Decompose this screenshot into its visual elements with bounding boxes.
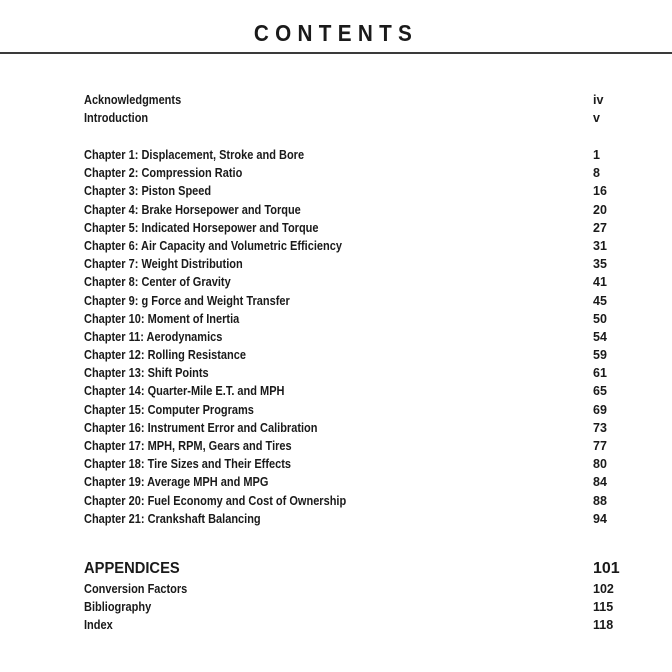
appendix-entry-label: Bibliography	[84, 600, 152, 615]
chapter-entry-label: Chapter 13: Shift Points	[84, 366, 209, 381]
chapter-entry[interactable]	[84, 346, 626, 364]
chapter-entry-page-number: 35	[593, 257, 607, 272]
chapter-entry-page-number: 1	[593, 148, 600, 162]
chapter-entry-page-number: 27	[593, 220, 607, 235]
chapter-entry-page-number: 54	[593, 329, 607, 344]
appendices-heading-label: APPENDICES	[84, 560, 180, 577]
appendices-heading-page: 101	[593, 560, 620, 577]
chapter-entry-label: Chapter 16: Instrument Error and Calibration	[84, 420, 318, 435]
chapter-entry[interactable]	[84, 255, 626, 273]
chapter-entry[interactable]	[84, 364, 626, 382]
chapter-entry-label: Chapter 3: Piston Speed	[84, 184, 212, 199]
chapter-entry-label: Chapter 20: Fuel Economy and Cost of Ownership	[84, 493, 347, 508]
chapter-entry[interactable]	[84, 419, 626, 437]
appendix-entry[interactable]	[84, 580, 626, 598]
chapter-entry-page-number: 41	[593, 275, 607, 290]
chapter-entry[interactable]	[84, 510, 626, 528]
chapter-entry-page-number: 88	[593, 493, 607, 508]
chapter-entry[interactable]	[84, 164, 626, 182]
toc-entry-label: Acknowledgments	[84, 93, 182, 107]
toc-entry-page-number: iv	[593, 93, 604, 107]
chapter-entry[interactable]	[84, 382, 626, 400]
chapter-entry-label: Chapter 18: Tire Sizes and Their Effects	[84, 457, 292, 472]
chapter-entry-label: Chapter 8: Center of Gravity	[84, 275, 231, 290]
chapter-entry-page-number: 94	[593, 511, 607, 526]
toc-entry-label: Introduction	[84, 111, 149, 126]
chapter-entry-page-number: 8	[593, 166, 600, 181]
toc-front-matter	[84, 91, 626, 127]
chapter-entry-page-number: 73	[593, 420, 607, 435]
chapter-entry-label: Chapter 21: Crankshaft Balancing	[84, 511, 261, 526]
chapter-entry-label: Chapter 14: Quarter-Mile E.T. and MPH	[84, 384, 285, 399]
title-rule	[0, 52, 672, 54]
chapter-entry-page-number: 69	[593, 402, 607, 417]
toc-entry[interactable]	[84, 91, 626, 109]
appendix-entry-page-number: 115	[593, 600, 614, 615]
chapter-entry-label: Chapter 1: Displacement, Stroke and Bore	[84, 148, 305, 162]
chapter-entry-page-number: 80	[593, 457, 607, 472]
chapter-entry-page-number: 84	[593, 475, 607, 490]
chapter-entry[interactable]	[84, 201, 626, 219]
chapter-entry-page-number: 45	[593, 293, 607, 308]
chapter-entry[interactable]	[84, 328, 626, 346]
toc-chapters	[84, 146, 626, 528]
chapter-entry[interactable]	[84, 292, 626, 310]
chapter-entry[interactable]	[84, 219, 626, 237]
chapter-entry-label: Chapter 19: Average MPH and MPG	[84, 475, 269, 490]
chapter-entry-label: Chapter 11: Aerodynamics	[84, 329, 223, 344]
chapter-entry-label: Chapter 15: Computer Programs	[84, 402, 254, 417]
toc-entry[interactable]	[84, 109, 626, 127]
chapter-entry-label: Chapter 5: Indicated Horsepower and Torque	[84, 220, 319, 235]
chapter-entry[interactable]	[84, 182, 626, 200]
chapter-entry-page-number: 77	[593, 439, 607, 453]
appendix-list	[84, 580, 626, 635]
chapter-entry[interactable]	[84, 473, 626, 491]
chapter-entry[interactable]	[84, 310, 626, 328]
appendix-entry[interactable]	[84, 616, 626, 634]
chapter-entry-page-number: 61	[593, 366, 607, 381]
chapter-entry[interactable]	[84, 455, 626, 473]
chapter-entry-label: Chapter 4: Brake Horsepower and Torque	[84, 202, 301, 217]
chapter-entry-page-number: 16	[593, 184, 607, 199]
appendix-entry-page-number: 118	[593, 618, 614, 633]
chapter-entry[interactable]	[84, 401, 626, 419]
toc-appendices	[84, 558, 626, 635]
chapter-entry-label: Chapter 6: Air Capacity and Volumetric Efficiency	[84, 238, 342, 253]
chapter-entry[interactable]	[84, 437, 626, 455]
appendix-entry-label: Conversion Factors	[84, 582, 188, 596]
chapter-entry-label: Chapter 17: MPH, RPM, Gears and Tires	[84, 439, 292, 453]
chapter-entry[interactable]	[84, 237, 626, 255]
chapter-entry[interactable]	[84, 146, 626, 164]
chapter-entry[interactable]	[84, 492, 626, 510]
chapter-entry-page-number: 20	[593, 202, 607, 217]
chapter-entry-page-number: 65	[593, 384, 607, 399]
chapter-entry-label: Chapter 12: Rolling Resistance	[84, 348, 246, 363]
chapter-entry-page-number: 59	[593, 348, 607, 363]
appendix-entry-label: Index	[84, 618, 113, 633]
chapter-entry-page-number: 50	[593, 311, 607, 326]
toc-entry-page-number: v	[593, 111, 600, 126]
appendices-heading[interactable]	[84, 558, 626, 580]
chapter-entry-label: Chapter 2: Compression Ratio	[84, 166, 243, 181]
chapter-entry-label: Chapter 9: g Force and Weight Transfer	[84, 293, 290, 308]
chapter-entry-label: Chapter 10: Moment of Inertia	[84, 311, 240, 326]
appendix-entry[interactable]	[84, 598, 626, 616]
page-title: CONTENTS	[253, 20, 419, 46]
chapter-entry-label: Chapter 7: Weight Distribution	[84, 257, 243, 272]
chapter-entry[interactable]	[84, 273, 626, 291]
appendix-entry-page-number: 102	[593, 582, 614, 596]
chapter-entry-page-number: 31	[593, 238, 607, 253]
